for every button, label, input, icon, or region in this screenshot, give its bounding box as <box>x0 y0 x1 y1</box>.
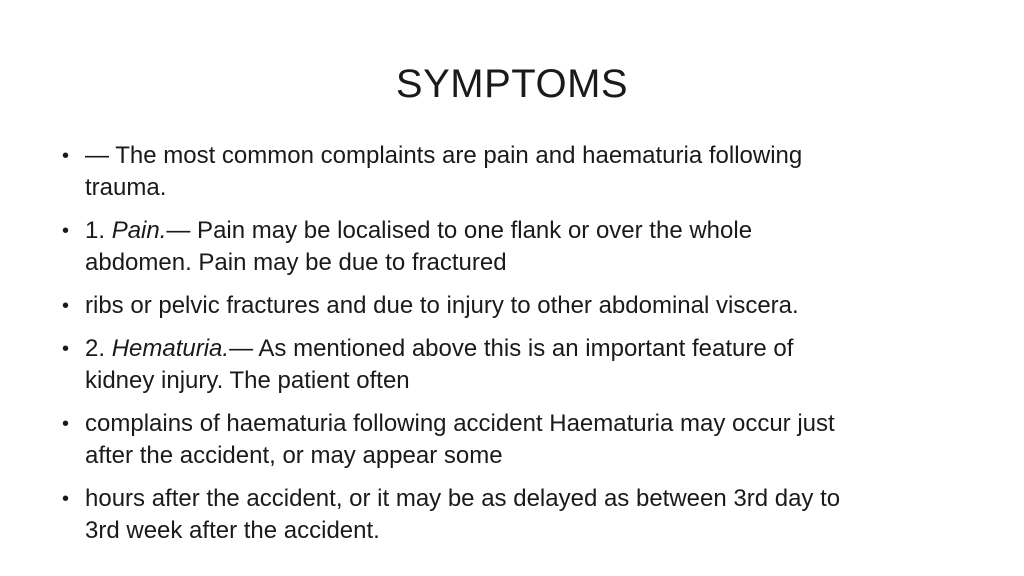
bullet-text: — As mentioned above this is an important feature of kidney injury. The patient often <box>85 335 794 394</box>
bullet-item <box>62 408 862 472</box>
bullet-icon: • <box>62 413 70 435</box>
bullet-text: complains of haematuria following accident Haematuria may occur just after the accident, or may appear some <box>85 410 835 469</box>
bullet-icon: • <box>62 220 70 242</box>
bullet-icon: • <box>62 145 70 167</box>
bullet-lead: 2. <box>85 335 112 362</box>
bullet-item <box>62 290 862 322</box>
bullet-text: hours after the accident, or it may be as delayed as between 3rd day to 3rd week after the accident. <box>85 485 841 544</box>
bullet-icon: • <box>62 295 70 317</box>
bullet-text: ribs or pelvic fractures and due to injury to other abdominal viscera. <box>85 292 799 319</box>
bullet-item <box>62 333 862 397</box>
bullet-icon: • <box>62 488 70 510</box>
bullet-text: — The most common complaints are pain and haematuria following trauma. <box>85 142 803 201</box>
slide-title: SYMPTOMS <box>395 62 629 106</box>
bullet-text: — Pain may be localised to one flank or over the whole abdomen. Pain may be due to fractured <box>85 217 753 276</box>
bullet-list <box>62 140 862 558</box>
bullet-emphasis: Pain. <box>111 217 167 244</box>
bullet-icon: • <box>62 338 70 360</box>
bullet-lead: 1. <box>85 217 112 244</box>
bullet-item <box>62 140 862 204</box>
bullet-item <box>62 215 862 279</box>
bullet-emphasis: Hematuria. <box>111 335 230 362</box>
bullet-item <box>62 483 862 547</box>
